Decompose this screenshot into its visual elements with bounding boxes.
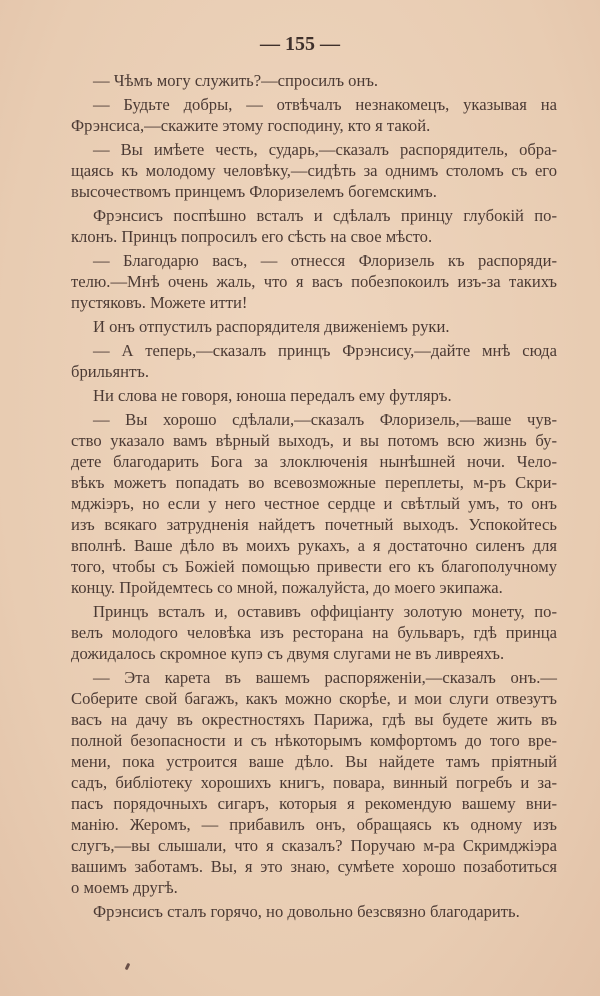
paper-speck	[125, 963, 131, 971]
text-line: манію. Жеромъ, — прибавилъ онъ, обращаясь къ одному изъ	[71, 815, 557, 834]
text-line: вашимъ заботамъ. Вы, я это знаю, сумѣете хорошо позаботиться	[71, 857, 557, 876]
text-line: брильянтъ.	[71, 362, 149, 381]
text-line: — Вы имѣете честь, сударь,—сказалъ распорядитель, обра-	[93, 140, 557, 159]
paragraph	[71, 667, 557, 898]
text-line: пасъ порядочныхъ сигаръ, которыя я рекомендую вашему вни-	[71, 794, 557, 813]
text-line: о моемъ другѣ.	[71, 878, 178, 897]
text-line: телю.—Мнѣ очень жаль, что я васъ побезпокоилъ изъ-за такихъ	[71, 272, 557, 291]
paragraph	[71, 901, 557, 922]
paragraph	[71, 601, 557, 664]
paragraph	[71, 250, 557, 313]
text-line: И онъ отпустилъ распорядителя движеніемъ руки.	[93, 317, 450, 336]
text-line: — Эта карета въ вашемъ распоряженіи,—сказалъ онъ.—	[93, 668, 557, 687]
text-line: пустяковъ. Можете итти!	[71, 293, 248, 312]
text-line: дожидалось скромное купэ съ двумя слугами не въ ливреяхъ.	[71, 644, 505, 663]
text-line: васъ на дачу въ окрестностяхъ Парижа, гдѣ вы будете жить въ	[71, 710, 557, 729]
text-line: слугъ,—вы слышали, что я сказалъ? Поручаю м-ра Скримджіэра	[71, 836, 557, 855]
text-line: Фрэнсиса,—скажите этому господину, кто я такой.	[71, 116, 431, 135]
text-line: — Будьте добры, — отвѣчалъ незнакомецъ, указывая на	[93, 95, 557, 114]
text-line: клонъ. Принцъ попросилъ его сѣсть на свое мѣсто.	[71, 227, 433, 246]
text-line: полной безопасности и съ нѣкоторымъ комфортомъ до того вре-	[71, 731, 557, 750]
text-line: мени, пока устроится ваше дѣло. Вы найдете тамъ пріятный	[71, 752, 557, 771]
text-line: дете благодарить Бога за злоключенія нынѣшней ночи. Чело-	[71, 452, 557, 471]
paragraph	[71, 316, 557, 337]
text-line: того, чтобы съ Божіей помощью привести его къ благополучному	[71, 557, 557, 576]
text-line: вѣкъ можетъ попадать во всевозможные переплеты, м-ръ Скри-	[71, 473, 557, 492]
paragraph	[71, 205, 557, 247]
paragraph	[71, 409, 557, 598]
text-line: Ни слова не говоря, юноша передалъ ему футляръ.	[93, 386, 452, 405]
text-line: изъ всякаго затрудненія найдетъ почетный выходъ. Успокойтесь	[71, 515, 557, 534]
text-line: концу. Пройдемтесь со мной, пожалуйста, до моего экипажа.	[71, 578, 503, 597]
text-line: вполнѣ. Ваше дѣло въ моихъ рукахъ, а я достаточно силенъ для	[71, 536, 557, 555]
text-line: — Чѣмъ могу служить?—спросилъ онъ.	[93, 71, 379, 90]
text-line: — Вы хорошо сдѣлали,—сказалъ Флоризель,—ваше чув-	[93, 410, 557, 429]
text-line: велъ молодого человѣка изъ ресторана на бульваръ, гдѣ принца	[71, 623, 557, 642]
text-line: высочествомъ принцемъ Флоризелемъ богемскимъ.	[71, 182, 437, 201]
paragraph	[71, 340, 557, 382]
text-line: щаясь къ молодому человѣку,—сидѣть за однимъ столомъ съ его	[71, 161, 557, 180]
text-line: мджіэръ, но если у него честное сердце и свѣтлый умъ, то онъ	[71, 494, 557, 513]
text-line: — А теперь,—сказалъ принцъ Фрэнсису,—дайте мнѣ сюда	[93, 341, 557, 360]
text-line: Фрэнсисъ поспѣшно всталъ и сдѣлалъ принцу глубокій по-	[93, 206, 557, 225]
paragraph	[71, 385, 557, 406]
paragraph	[71, 94, 557, 136]
text-line: — Благодарю васъ, — отнесся Флоризель къ распоряди-	[93, 251, 557, 270]
body-text	[71, 70, 557, 925]
paragraph	[71, 139, 557, 202]
text-line: Соберите свой багажъ, какъ можно скорѣе, и мои слуги отвезутъ	[71, 689, 557, 708]
text-line: садъ, библіотеку хорошихъ книгъ, повара, винный погребъ и за-	[71, 773, 557, 792]
text-line: Фрэнсисъ сталъ горячо, но довольно безсвязно благодарить.	[93, 902, 520, 921]
page-number: — 155 —	[260, 33, 340, 55]
paragraph	[71, 70, 557, 91]
text-line: Принцъ всталъ и, оставивъ оффиціанту золотую монету, по-	[93, 602, 557, 621]
text-line: ство указало вамъ вѣрный выходъ, и вы потомъ всю жизнь бу-	[71, 431, 557, 450]
